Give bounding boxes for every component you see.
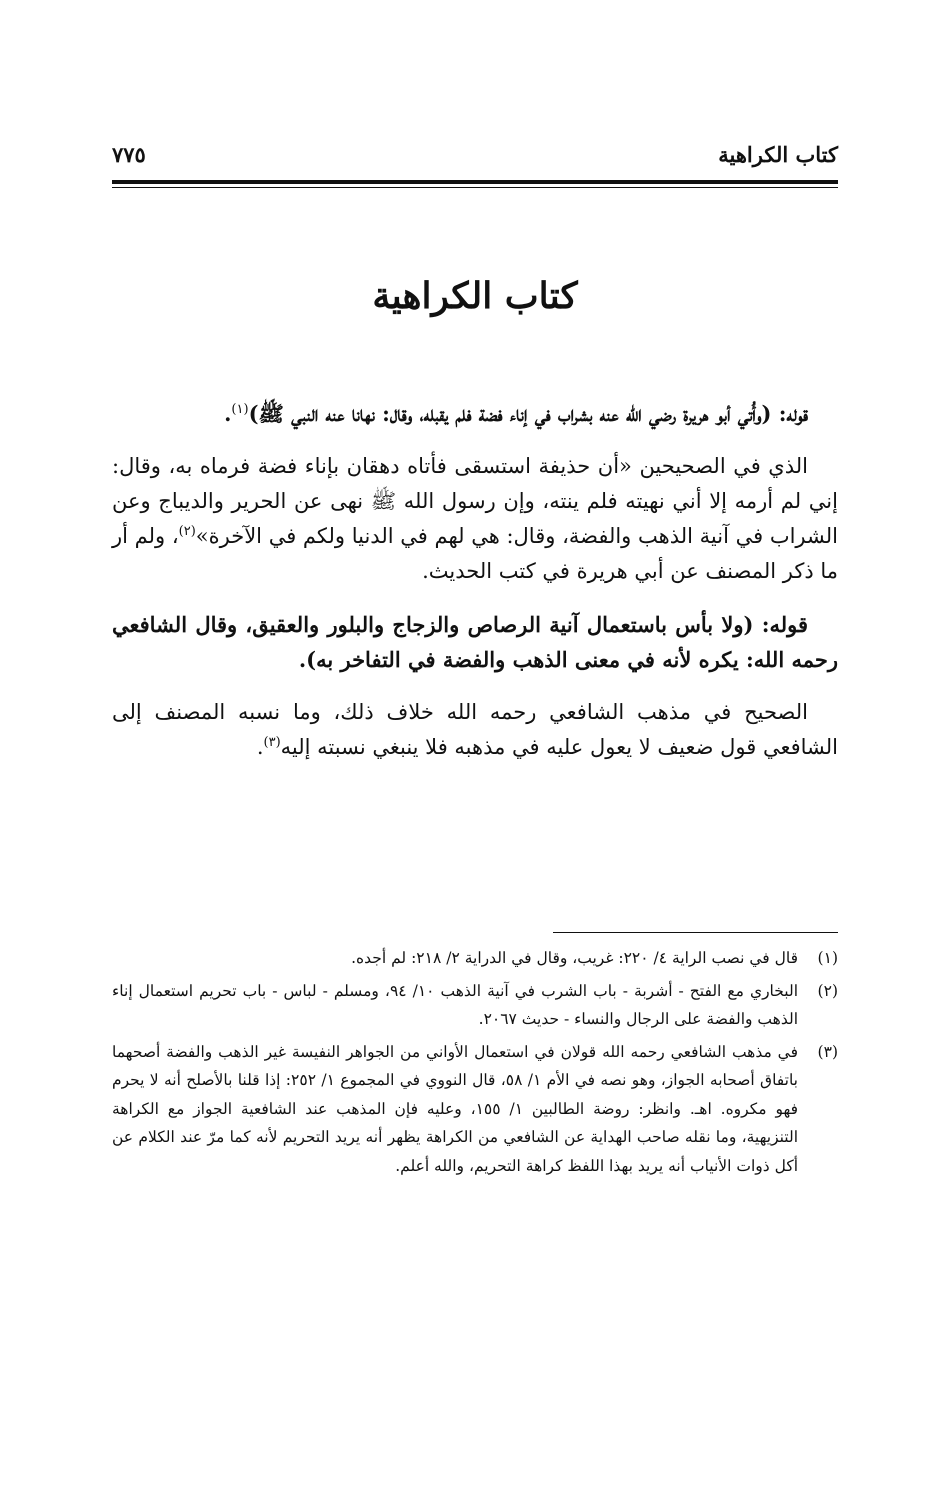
- footnotes: [112, 944, 838, 1184]
- paragraph-tail: .: [256, 735, 264, 759]
- paragraph-tail: ، ولم أر ما ذكر المصنف عن أبي هريرة في كتب الحديث.: [112, 524, 838, 583]
- paragraph-commentary-1: [112, 449, 838, 589]
- paragraph-text: الذي في الصحيحين «أن حذيفة استسقى فأتاه دهقان بإناء فضة فرماه به، وقال: إني لم أرمه إلا أني نهيته فلم ينته، وإن رسول الله ﷺ نهى عن الحرير والديباج وعن الشراب في آنية الذهب والفضة، وقال: هي لهم في الدنيا ولكم في الآخرة»: [112, 454, 838, 548]
- paragraph-commentary-2: [112, 695, 838, 765]
- chapter-title: كتاب الكراهية: [372, 275, 578, 317]
- footnote-item: [112, 1038, 838, 1181]
- paragraph-quote-2: [112, 607, 838, 677]
- paragraph-tail: .: [224, 401, 232, 426]
- footnote-ref-3: (٣): [263, 735, 281, 750]
- footnote-text: في مذهب الشافعي رحمه الله قولان في استعمال الأواني من الجواهر النفيسة غير الذهب والفضة أصحهما باتفاق أصحابه الجواز، وهو نصه في الأم ١/ ٥٨، قال النووي في المجموع ١/ ٢٥٢: إذا قلنا بالأصلح أنه لا يحرم فهو مكروه. اهـ. وانظر: روضة الطالبين ١/ ١٥٥، وعليه فإن المذهب عند الشافعية الجواز مع الكراهة التنزيهية، وما نقله صاحب الهداية عن الشافعي من الكراهة يظهر أنه يريد التحريم لأنه كما مرّ عند الكلام عن أكل ذوات الأنياب أنه يريد بهذا اللفظ كراهة التحريم، والله أعلم.: [112, 1042, 799, 1175]
- footnote-separator: [553, 932, 838, 933]
- footnote-ref-1: (١): [231, 402, 249, 417]
- header-rule-thin: [112, 187, 838, 188]
- main-text: [112, 396, 838, 783]
- footnote-item: [112, 944, 838, 973]
- footnote-item: [112, 977, 838, 1034]
- paragraph-quote-1: [112, 396, 838, 431]
- page-number: ٧٧٥: [112, 142, 146, 167]
- footnote-ref-2: (٢): [178, 524, 196, 539]
- paragraph-text: الصحيح في مذهب الشافعي رحمه الله خلاف ذلك، وما نسبه المصنف إلى الشافعي قول ضعيف لا يعول عليه في مذهبه فلا ينبغي نسبته إليه: [112, 700, 838, 759]
- footnote-number: (٣): [817, 1042, 838, 1061]
- header-rule-thick: [112, 180, 838, 184]
- footnote-number: (١): [817, 949, 838, 967]
- running-header: [112, 140, 838, 180]
- footnote-number: (٢): [817, 981, 838, 1000]
- footnote-text: قال في نصب الراية ٤/ ٢٢٠: غريب، وقال في الدراية ٢/ ٢١٨: لم أجده.: [351, 949, 798, 967]
- footnote-text: البخاري مع الفتح - أشربة - باب الشرب في آنية الذهب ١٠/ ٩٤، ومسلم - لباس - باب تحريم استعمال إناء الذهب والفضة على الرجال والنساء - حديث ٢٠٦٧.: [112, 981, 798, 1028]
- paragraph-text: قوله: (ولا بأس باستعمال آنية الرصاص والزجاج والبلور والعقيق، وقال الشافعي رحمه الله: يكره لأنه في معنى الذهب والفضة في التفاخر به).: [112, 612, 838, 672]
- running-header-title: كتاب الكراهية: [718, 142, 838, 167]
- paragraph-text: قوله: (وأُتي أبو هريرة رضي الله عنه بشراب في إناء فضة فلم يقبله، وقال: نهانا عنه النبي ﷺ): [248, 401, 808, 426]
